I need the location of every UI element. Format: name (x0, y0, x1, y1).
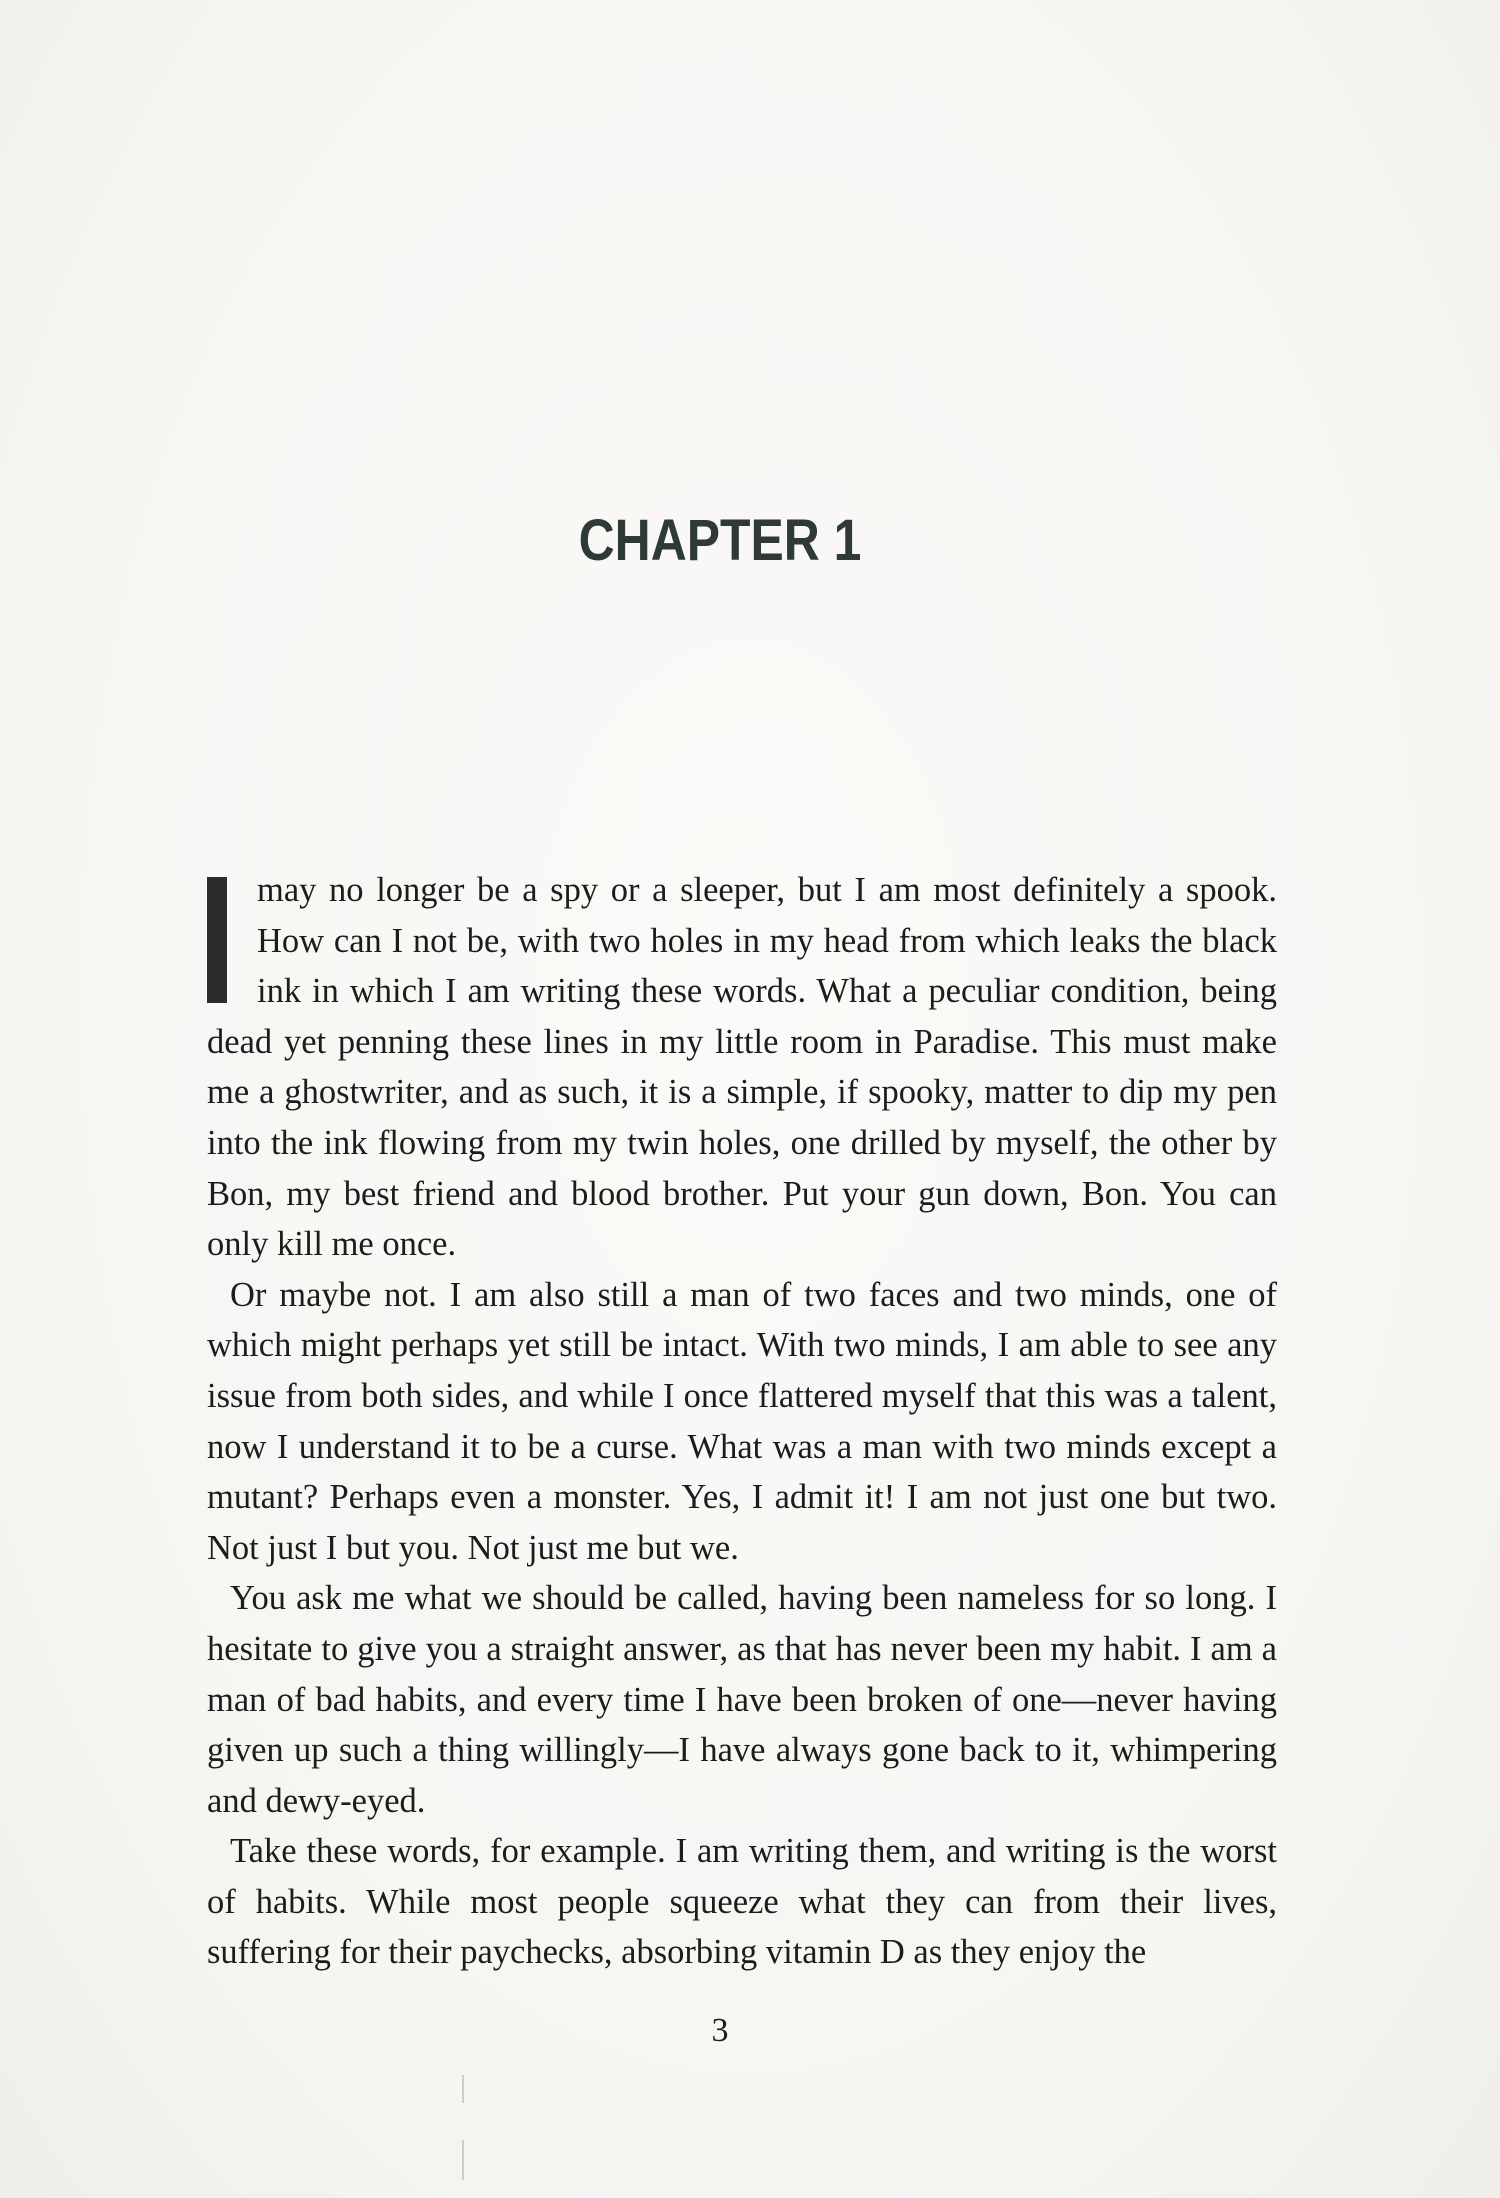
scan-mark (462, 2075, 464, 2103)
paragraph (207, 1270, 1277, 1574)
paragraph-text: may no longer be a spy or a sleeper, but I am most definitely a spook. How can I not be, with two holes in my head from which leaks the black ink in which I am writing these words. What a peculiar condition, being dead yet penning these lines in my little room in Paradise. This must make me a ghostwriter, and as such, it is a simple, if spooky, matter to dip my pen into the ink flowing from my twin holes, one drilled by myself, the other by Bon, my best friend and blood brother. Put your gun down, Bon. You can only kill me once. (207, 871, 1277, 1264)
page-number: 3 (711, 2012, 729, 2049)
scan-mark (462, 2140, 464, 2180)
paragraph-text: Or maybe not. I am also still a man of two faces and two minds, one of which might perhaps yet still be intact. With two minds, I am able to see any issue from both sides, and while I once flattered myself that this was a talent, now I understand it to be a curse. What was a man with two minds except a mutant? Perhaps even a monster. Yes, I admit it! I am not just one but two. Not just I but you. Not just me but we. (207, 1275, 1277, 1567)
drop-cap (207, 877, 227, 1003)
paragraph (207, 865, 1277, 1270)
paragraph (207, 1573, 1277, 1826)
paragraph (207, 1826, 1277, 1978)
paragraph-text: Take these words, for example. I am writing them, and writing is the worst of habits. While most people squeeze what they can from their lives, suffering for their paychecks, absorbing vitamin D as they enjoy the (207, 1832, 1277, 1972)
chapter-heading: CHAPTER 1 (578, 507, 862, 573)
chapter-body (207, 865, 1277, 1978)
paragraph-text: You ask me what we should be called, having been nameless for so long. I hesitate to give you a straight answer, as that has never been my habit. I am a man of bad habits, and every time I have been broken of one—never having given up such a thing willingly—I have always gone back to it, whimpering and dewy-eyed. (207, 1579, 1277, 1820)
